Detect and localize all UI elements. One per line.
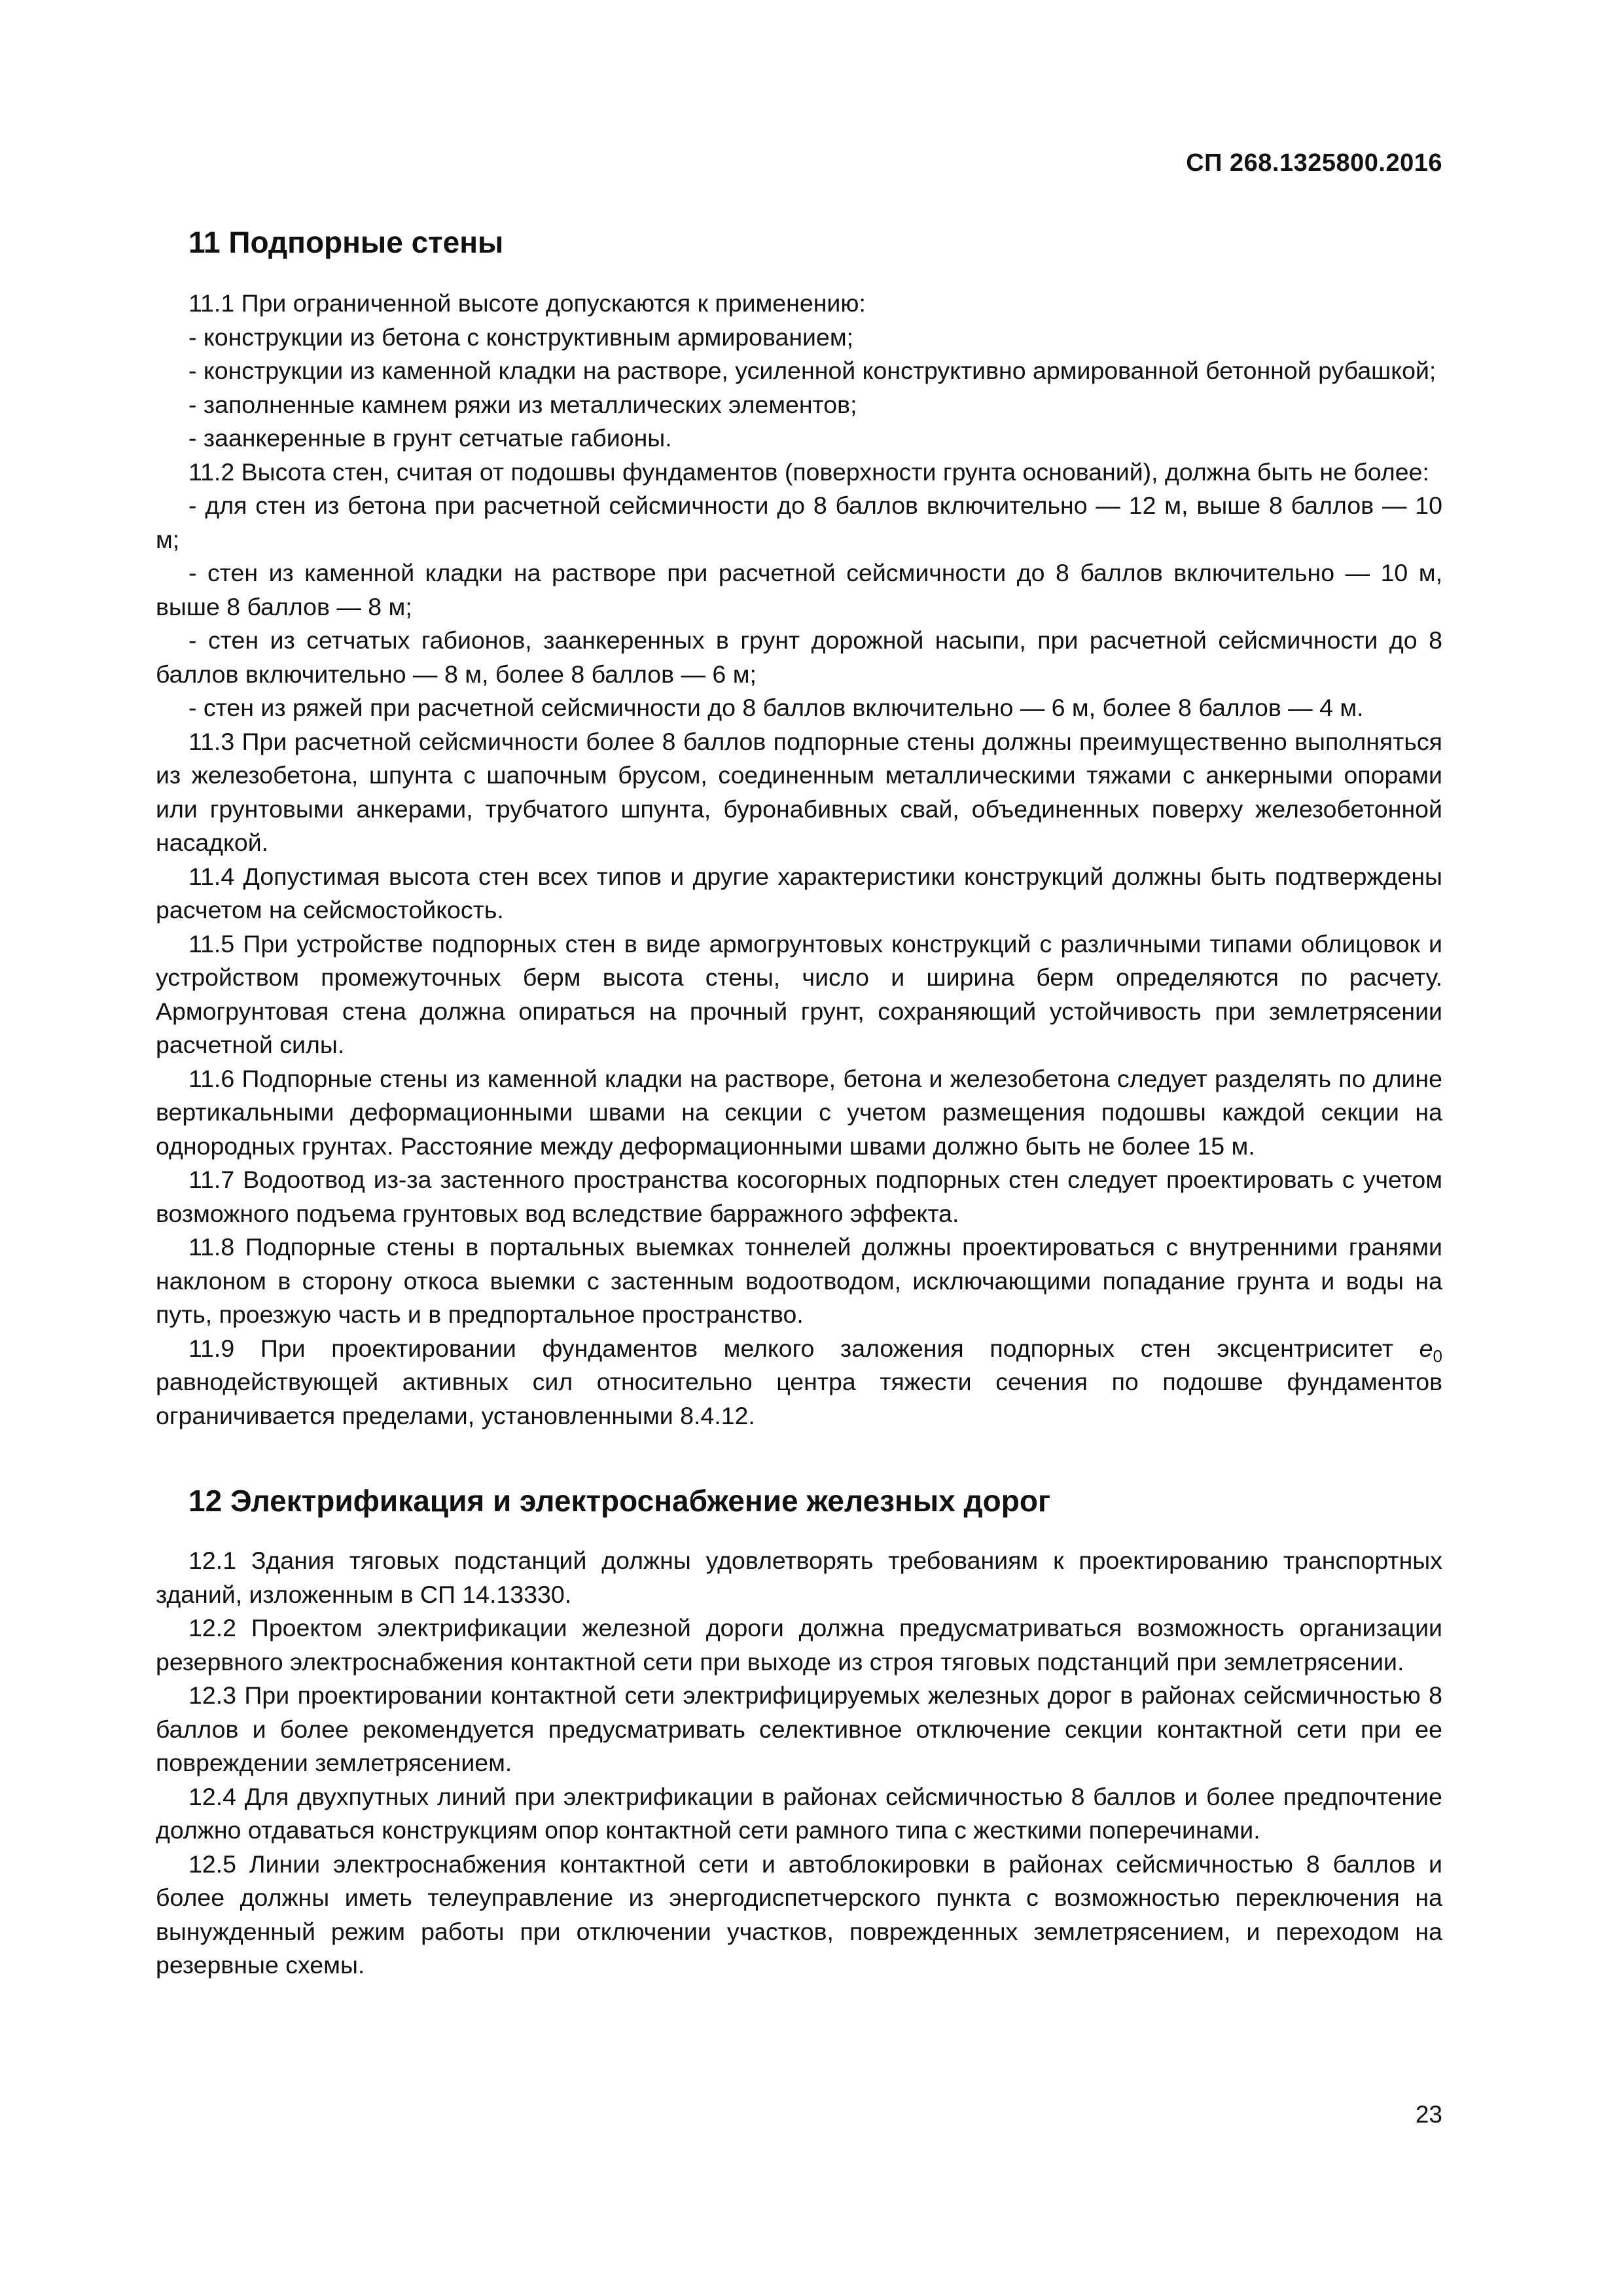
paragraph-11-3: 11.3 При расчетной сейсмичности более 8 баллов подпорные стены должны преимущественно выполняться из железобетона, шпунта с шапочным брусом, соединенным металлическими тяжами с анкерными опорами или грунтовыми анкерами, трубчатого шпунта, буронабивных свай, объединенных поверху железобетонной насадкой. bbox=[156, 727, 1442, 856]
paragraph-11-8: 11.8 Подпорные стены в портальных выемках тоннелей должны проектироваться с внутренними гранями наклоном в сторону откоса выемки с застенным водоотводом, исключающими попадание грунта и воды на путь, проезжую часть и в предпортальное пространство. bbox=[156, 1233, 1442, 1328]
paragraph-12-3: 12.3 При проектировании контактной сети электрифицируемых железных дорог в районах сейсмичностью 8 баллов и более рекомендуется предусматривать селективное отключение секции контактной сети при ее повреждении землетрясением. bbox=[156, 1681, 1442, 1776]
eccentricity-subscript: 0 bbox=[1433, 1346, 1442, 1366]
paragraph-11-9-end: равнодействующей активных сил относительно центра тяжести сечения по подошве фундаментов ограничивается пределами, установленными 8.4.12. bbox=[156, 1368, 1442, 1429]
section-12-title: 12 Электрификация и электроснабжение железных дорог bbox=[188, 1484, 1051, 1518]
list-item-11-1-b: - конструкции из каменной кладки на растворе, усиленной конструктивно армированной бетонной рубашкой; bbox=[188, 357, 1436, 384]
list-item-11-2-d: - стен из ряжей при расчетной сейсмичности до 8 баллов включительно — 6 м, более 8 баллов — 4 м. bbox=[188, 694, 1364, 721]
paragraph-11-7: 11.7 Водоотвод из-за застенного пространства косогорных подпорных стен следует проектировать с учетом возможного подъема грунтовых вод вследствие барражного эффекта. bbox=[156, 1166, 1442, 1227]
paragraph-12-5: 12.5 Линии электроснабжения контактной сети и автоблокировки в районах сейсмичностью 8 баллов и более должны иметь телеуправление из энергодиспетчерского пункта с возможностью переключения на вынужденный режим работы при отключении участков, поврежденных землетрясением, и переходом на резервные схемы. bbox=[156, 1850, 1442, 1979]
list-item-11-1-d: - заанкеренные в грунт сетчатые габионы. bbox=[188, 424, 672, 452]
paragraph-11-5: 11.5 При устройстве подпорных стен в виде армогрунтовых конструкций с различными типами облицовок и устройством промежуточных берм высота стены, число и ширина берм определяются по расчету. Армогрунтовая стена должна опираться на прочный грунт, сохраняющий устойчивость при землетрясении расчетной силы. bbox=[156, 929, 1442, 1058]
section-11-title: 11 Подпорные стены bbox=[188, 225, 504, 259]
page-content bbox=[156, 223, 1442, 1982]
eccentricity-symbol: e bbox=[1419, 1334, 1433, 1362]
paragraph-11-2: 11.2 Высота стен, считая от подошвы фундаментов (поверхности грунта оснований), должна быть не более: bbox=[188, 457, 1429, 486]
paragraph-12-1: 12.1 Здания тяговых подстанций должны удовлетворять требованиям к проектированию транспортных зданий, изложенным в СП 14.13330. bbox=[156, 1547, 1442, 1608]
list-item-11-2-a: - для стен из бетона при расчетной сейсмичности до 8 баллов включительно — 12 м, выше 8 баллов — 10 м; bbox=[156, 492, 1442, 553]
paragraph-12-2: 12.2 Проектом электрификации железной дороги должна предусматриваться возможность организации резервного электроснабжения контактной сети при выходе из строя тяговых подстанций при землетрясении. bbox=[156, 1614, 1442, 1676]
paragraph-11-9 bbox=[156, 1332, 1442, 1433]
list-item-11-1-a: - конструкции из бетона с конструктивным армированием; bbox=[188, 323, 854, 351]
paragraph-11-1: 11.1 При ограниченной высоте допускаются к применению: bbox=[188, 289, 866, 317]
list-item-11-2-c: - стен из сетчатых габионов, заанкеренных в грунт дорожной насыпи, при расчетной сейсмичности до 8 баллов включительно — 8 м, более 8 баллов — 6 м; bbox=[156, 626, 1442, 688]
document-code: СП 268.1325800.2016 bbox=[1186, 149, 1442, 177]
paragraph-12-4: 12.4 Для двухпутных линий при электрификации в районах сейсмичностью 8 баллов и более предпочтение должно отдаваться конструкциям опор контактной сети рамного типа с жесткими поперечинами. bbox=[156, 1782, 1442, 1844]
list-item-11-1-c: - заполненные камнем ряжи из металлических элементов; bbox=[188, 390, 857, 418]
page-number: 23 bbox=[1415, 2101, 1442, 2128]
paragraph-11-9-start: 11.9 При проектировании фундаментов мелкого заложения подпорных стен эксцентриситет bbox=[188, 1334, 1419, 1362]
paragraph-11-4: 11.4 Допустимая высота стен всех типов и другие характеристики конструкций должны быть подтверждены расчетом на сейсмостойкость. bbox=[156, 862, 1442, 924]
list-item-11-2-b: - стен из каменной кладки на растворе при расчетной сейсмичности до 8 баллов включительно — 10 м, выше 8 баллов — 8 м; bbox=[156, 559, 1442, 620]
paragraph-11-6: 11.6 Подпорные стены из каменной кладки на растворе, бетона и железобетона следует разделять по длине вертикальными деформационными швами на секции с учетом размещения подошвы каждой секции на однородных грунтах. Расстояние между деформационными швами должно быть не более 15 м. bbox=[156, 1064, 1442, 1160]
